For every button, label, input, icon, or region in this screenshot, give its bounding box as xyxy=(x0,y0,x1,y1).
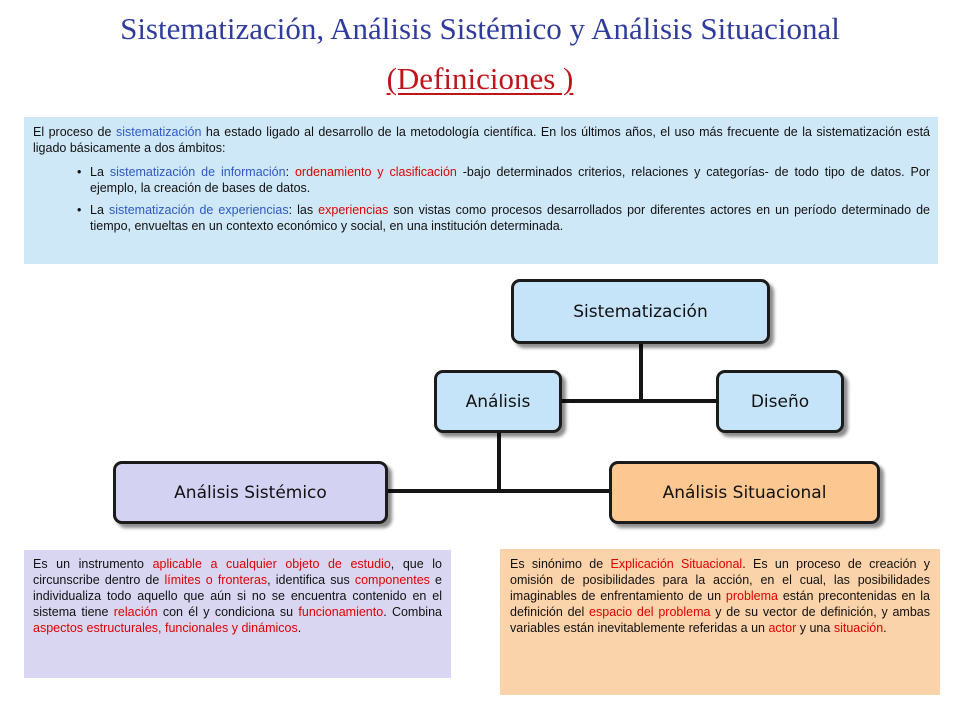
intro-list xyxy=(33,164,930,234)
connector-sistemico-situacional xyxy=(387,489,611,493)
node-diseno: Diseño xyxy=(716,370,844,433)
connector-root-vertical xyxy=(639,343,643,401)
highlight: ordenamiento y clasificación xyxy=(294,165,457,179)
list-item: • La sistematización de experiencias: las experiencias son vistas como procesos desarrollados por diferentes actores en un período determinado de tiempo, envueltas en un contexto económico y social, en una institución determinada. xyxy=(90,202,930,234)
intro-box xyxy=(24,117,938,264)
node-analisis-sistemico: Análisis Sistémico xyxy=(113,461,388,524)
sistemico-definition: Es un instrumento aplicable a cualquier objeto de estudio, que lo circunscribe dentro de límites o fronteras, identifica sus componentes e individualiza todo aquello que aún si no se encuentra contenido en el sistema tiene relación con él y condiciona su funcionamiento. Combina aspectos estructurales, funcionales y dinámicos. xyxy=(24,550,451,678)
node-analisis: Análisis xyxy=(434,370,562,433)
subtitle-text: (Definiciones ) xyxy=(386,61,574,96)
highlight: sistematización de experiencias xyxy=(108,203,289,217)
connector-analisis-diseno xyxy=(560,399,718,403)
node-sistematizacion: Sistematización xyxy=(511,279,770,344)
highlight: sistematización de información xyxy=(109,165,286,179)
page-title: Sistematización, Análisis Sistémico y Análisis Situacional xyxy=(120,11,840,46)
intro-paragraph: El proceso de sistematización ha estado ligado al desarrollo de la metodología científica. En los últimos años, el uso más frecuente de la sistematización está ligado básicamente a dos ámbitos: xyxy=(33,125,930,155)
highlight: experiencias xyxy=(318,203,389,217)
page-subtitle xyxy=(0,60,960,98)
highlight: sistematización xyxy=(115,125,202,139)
list-item: • La sistematización de información: ordenamiento y clasificación -bajo determinados criterios, relaciones y categorías- de todo tipo de datos. Por ejemplo, la creación de bases de datos. xyxy=(90,164,930,196)
node-analisis-situacional: Análisis Situacional xyxy=(609,461,880,524)
situacional-definition: Es sinónimo de Explicación Situacional. Es un proceso de creación y omisión de posibilidades para la acción, en el cual, las posibilidades imaginables de enfrentamiento de un problema están precontenidas en la definición del espacio del problema y de su vector de definición, y ambas variables están inevitablemente referidas a un actor y una situación. xyxy=(500,549,940,695)
connector-analisis-vertical xyxy=(497,432,501,492)
